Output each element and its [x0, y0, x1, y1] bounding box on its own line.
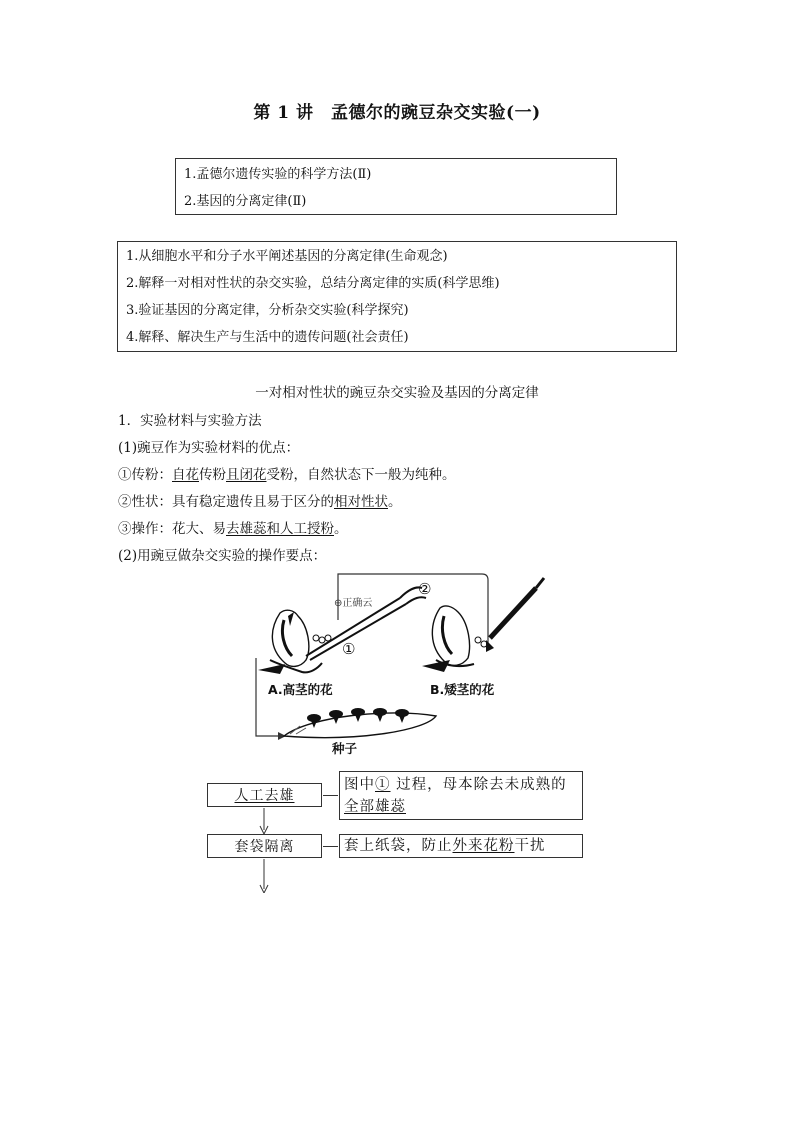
step-bagging-label: 套袋隔离	[234, 839, 295, 855]
pollination-line	[118, 463, 456, 483]
label-short-flower: B.矮茎的花	[430, 682, 495, 697]
dash-connector-1	[323, 795, 338, 796]
page-title: 第 1 讲 孟德尔的豌豆杂交实验(一)	[253, 103, 541, 123]
step-emasculation-desc	[339, 771, 583, 820]
blank-closed-flower: 且闭花	[226, 467, 267, 483]
step-bagging-box	[207, 834, 322, 858]
blank-emasculation: 去雄蕊和人工授粉	[226, 521, 334, 537]
blank-foreign-pollen: 外来花粉	[452, 838, 515, 854]
pea-cross-illustration	[240, 568, 570, 763]
watermark-label: ⊕正确云	[334, 598, 373, 609]
desc1-b: 过程，母本除去未成熟的	[390, 777, 567, 793]
flow-arrow-2	[258, 859, 270, 893]
item-1-heading: 1．实验材料与实验方法	[118, 413, 262, 429]
core-literacy-box	[117, 241, 677, 352]
label-seed: 种子	[332, 741, 358, 756]
literacy-point-1: 1.从细胞水平和分子水平阐述基因的分离定律(生命观念)	[126, 249, 448, 264]
exam-point-1: 1.孟德尔遗传实验的科学方法(Ⅱ)	[184, 167, 372, 182]
subheading-operation-points: (2)用豌豆做杂交实验的操作要点：	[118, 548, 327, 564]
step-marker-1: ①	[342, 640, 356, 658]
pollination-mid: 传粉	[199, 467, 226, 483]
desc2-a: 套上纸袋，防止	[344, 838, 453, 854]
literacy-point-4: 4.解释、解决生产与生活中的遗传问题(社会责任)	[126, 330, 409, 345]
step-emasculation-label: 人工去雄	[234, 788, 295, 804]
blank-process-1: ①	[375, 777, 391, 793]
literacy-point-2: 2.解释一对相对性状的杂交实验，总结分离定律的实质(科学思维)	[126, 276, 500, 291]
flower-b-drawing	[422, 606, 487, 672]
flower-a-drawing	[258, 610, 331, 674]
pollination-prefix: ①传粉：	[118, 467, 172, 483]
step-emasculation-box	[207, 783, 322, 807]
flow-arrow-1	[258, 808, 270, 834]
section-heading: 一对相对性状的豌豆杂交实验及基因的分离定律	[255, 385, 539, 401]
operation-line	[118, 517, 348, 537]
traits-prefix: ②性状：具有稳定遗传且易于区分的	[118, 494, 334, 510]
brush-icon	[486, 578, 544, 652]
desc1-a: 图中	[344, 777, 375, 793]
exam-point-2: 2.基因的分离定律(Ⅱ)	[184, 194, 307, 209]
operation-suffix: 。	[334, 521, 348, 537]
traits-line	[118, 490, 402, 510]
label-tall-flower: A.高茎的花	[268, 682, 333, 697]
literacy-point-3: 3.验证基因的分离定律，分析杂交实验(科学探究)	[126, 303, 409, 318]
exam-requirements-box	[175, 158, 617, 215]
step-marker-2: ②	[418, 580, 432, 598]
blank-all-stamens: 全部雄蕊	[344, 799, 406, 815]
step-bagging-desc	[339, 834, 583, 858]
pollination-suffix: 受粉，自然状态下一般为纯种。	[266, 467, 456, 483]
blank-self-pollination: 自花	[172, 467, 199, 483]
subheading-advantages: (1)豌豆作为实验材料的优点：	[118, 440, 300, 456]
dash-connector-2	[323, 846, 338, 847]
desc2-b: 干扰	[514, 838, 546, 854]
pea-pod-drawing	[284, 708, 436, 738]
traits-suffix: 。	[388, 494, 402, 510]
blank-relative-traits: 相对性状	[334, 494, 388, 510]
operation-prefix: ③操作：花大、易	[118, 521, 226, 537]
